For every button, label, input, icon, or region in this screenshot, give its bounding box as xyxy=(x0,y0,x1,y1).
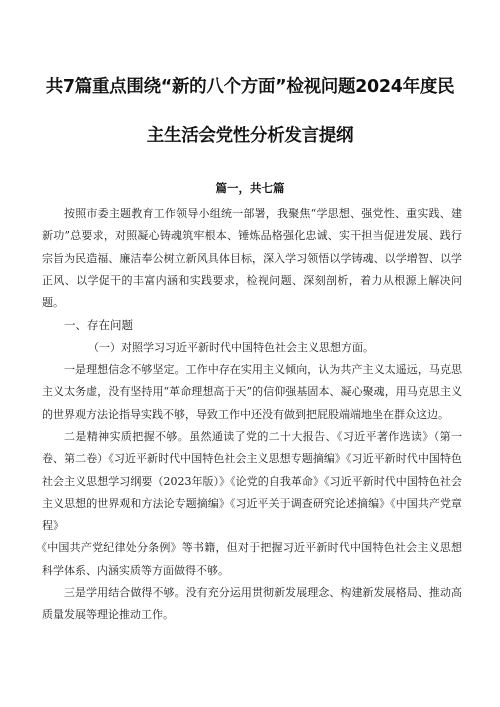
document-body xyxy=(36,203,462,627)
section-heading-existing-problems: 一、存在问题 xyxy=(64,318,133,333)
subsection-heading-1: （一）对照学习习近平新时代中国特色社会主义思想方面。 xyxy=(88,340,374,354)
document-title-line-1: 共7篇重点围绕“新的八个方面”检视问题2024年度民 xyxy=(45,77,455,97)
paragraph-spirit-continued: 《中国共产党纪律处分条例》等书籍，但对于把握习近平新时代中国特色社会主义思想科学体系、内涵实质等方面做得不够。 xyxy=(36,541,462,577)
document-title-line-2: 主生活会党性分析发言提纲 xyxy=(146,126,354,146)
paragraph-ideals: 一是理想信念不够坚定。工作中存在实用主义倾向，认为共产主义太遥远，马克思主义太务虚，没有坚持用“革命理想高于天”的信仰强基固本、凝心聚魂，用马克思主义的世界观方法论指导实践不够，导致工作中还没有做到把屁股端端地坐在群众这边。 xyxy=(42,363,462,421)
document-subtitle: 篇一，共七篇 xyxy=(215,181,285,195)
paragraph-application: 三是学用结合做得不够。没有充分运用贯彻新发展理念、构建新发展格局、推动高质量发展等理论推动工作。 xyxy=(42,586,462,622)
intro-paragraph: 按照市委主题教育工作领导小组统一部署，我聚焦“学思想、强党性、重实践、建新功”总要求，对照凝心铸魂筑牢根本、锤炼品格强化忠诚、实干担当促进发展、践行宗旨为民造福、廉洁奉公树立新风具体目标，深入学习领悟以学铸魂、以学增智、以学正风、以学促干的丰富内涵和实践要求，检视问题、深刻剖析，着力从根源上解决问题。 xyxy=(42,207,462,310)
paragraph-spirit: 二是精神实质把握不够。虽然通读了党的二十大报告、《习近平著作选读》（第一卷、第二卷）《习近平新时代中国特色社会主义思想专题摘编》《习近平新时代中国特色社会主义思想学习纲要（2023年版）》《论党的自我革命》《习近平新时代中国特色社会主义思想的世界观和方法论专题摘编》《习近平关于调查研究论述摘编》《中国共产党章程》 xyxy=(42,429,462,533)
